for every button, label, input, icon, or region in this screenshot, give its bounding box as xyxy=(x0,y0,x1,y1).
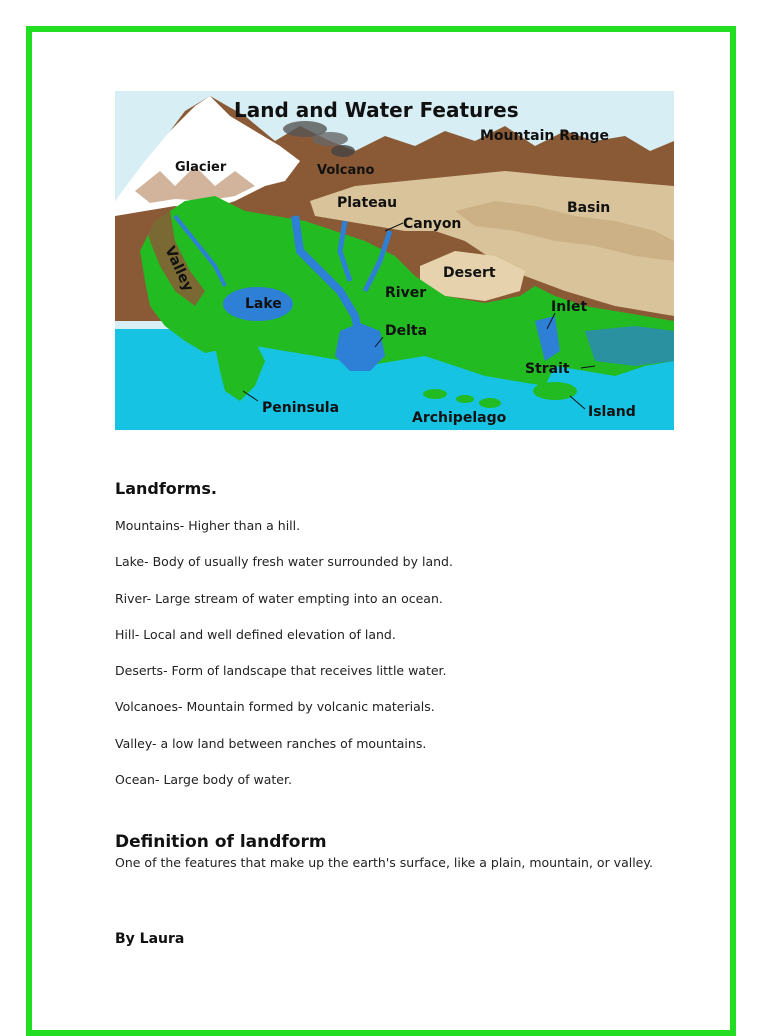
landforms-heading: Landforms. xyxy=(115,479,217,498)
illustration-title: Land and Water Features xyxy=(234,98,519,122)
label-canyon: Canyon xyxy=(403,216,462,232)
island xyxy=(533,382,577,400)
list-item: Deserts- Form of landscape that receives little water. xyxy=(115,663,447,679)
archipelago-2 xyxy=(456,395,474,403)
definition-heading: Definition of landform xyxy=(115,832,327,852)
list-item: Mountains- Higher than a hill. xyxy=(115,518,301,533)
label-glacier: Glacier xyxy=(175,160,227,175)
archipelago-1 xyxy=(423,389,447,399)
list-item: Valley- a low land between ranches of mountains. xyxy=(115,735,427,751)
list-item: Ocean- Large body of water. xyxy=(115,772,292,788)
label-river: River xyxy=(385,285,427,301)
label-basin: Basin xyxy=(567,200,611,216)
label-desert: Desert xyxy=(443,265,496,281)
label-inlet: Inlet xyxy=(551,299,588,315)
list-item: Hill- Local and well defined elevation of land. xyxy=(115,626,396,642)
list-item: Lake- Body of usually fresh water surrounded by land. xyxy=(115,554,453,570)
author-byline: By Laura xyxy=(115,931,185,947)
label-volcano: Volcano xyxy=(317,163,375,178)
label-strait: Strait xyxy=(525,361,570,377)
label-delta: Delta xyxy=(385,323,428,339)
label-peninsula: Peninsula xyxy=(262,400,340,416)
label-plateau: Plateau xyxy=(337,195,398,211)
label-lake: Lake xyxy=(245,296,282,312)
list-item: Volcanoes- Mountain formed by volcanic materials. xyxy=(115,699,435,715)
definition-body: One of the features that make up the earth's surface, like a plain, mountain, or valley. xyxy=(115,855,653,870)
label-valley: Valley xyxy=(161,243,197,294)
archipelago-3 xyxy=(479,398,501,408)
landforms-list xyxy=(115,517,453,807)
label-archipelago: Archipelago xyxy=(412,410,507,426)
list-item: River- Large stream of water empting into an ocean. xyxy=(115,590,443,606)
label-island: Island xyxy=(588,404,636,420)
label-mountain-range: Mountain Range xyxy=(480,128,609,144)
land-and-water-features-illustration xyxy=(115,91,674,430)
